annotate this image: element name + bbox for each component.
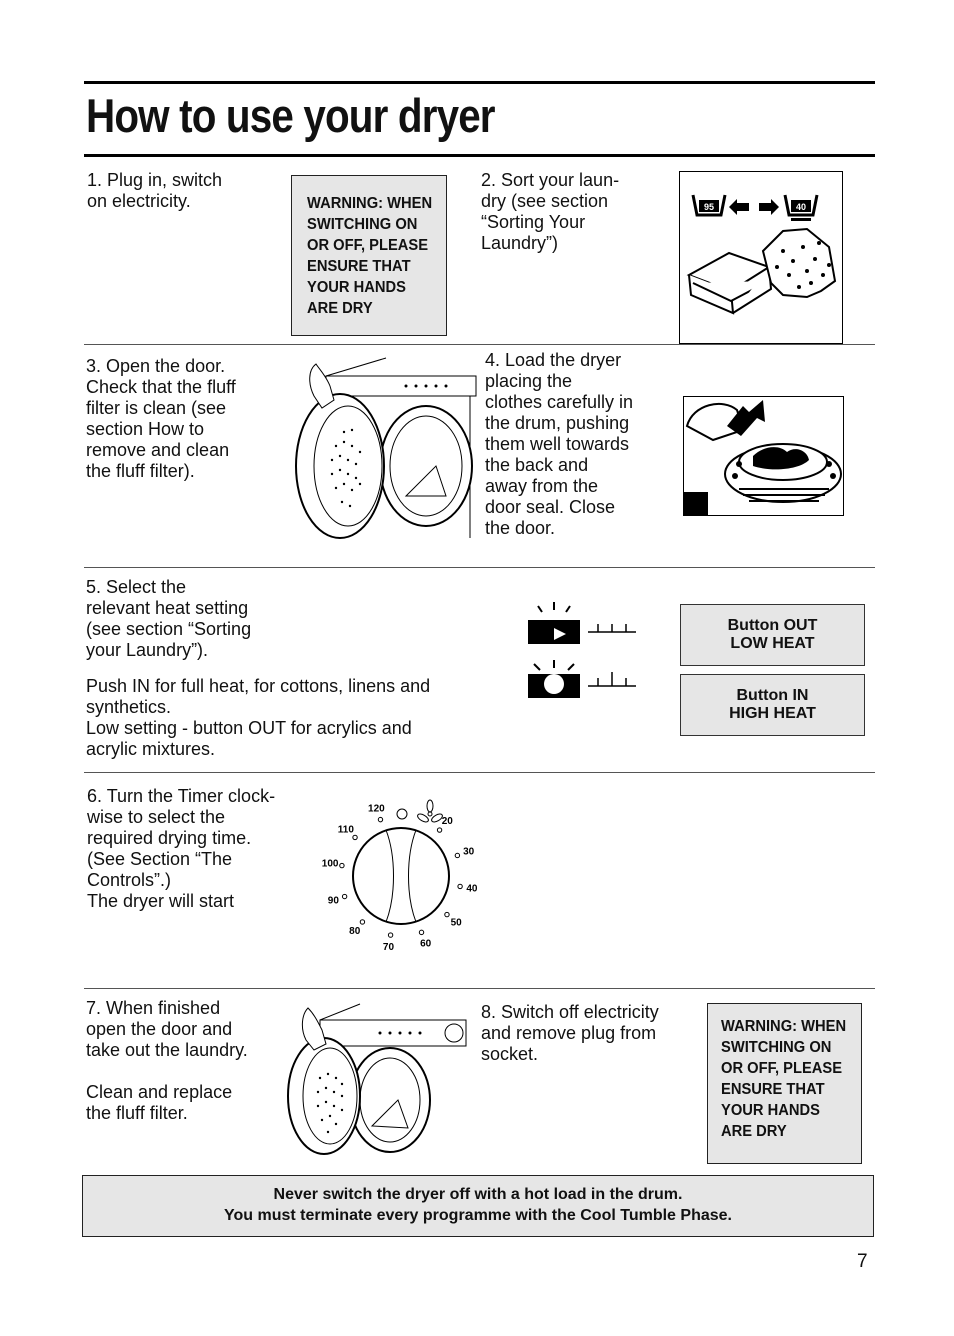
top-rule [84, 81, 875, 84]
timer-mark-label: 20 [441, 815, 453, 827]
separator-3 [84, 772, 875, 773]
separator-1 [84, 344, 875, 345]
timer-mark-dot [378, 817, 382, 821]
timer-mark-dot [353, 835, 357, 839]
step-7-text: 7. When finished open the door and take out the laundry. [86, 998, 248, 1060]
title-rule [84, 154, 875, 157]
power-indicator-icon [397, 809, 407, 819]
step-5-detail-text: Push IN for full heat, for cottons, linens and synthetics. Low setting - button OUT for acrylics and acrylic mixtures. [86, 676, 431, 759]
fan-icon [416, 800, 443, 824]
timer-mark-label: 40 [466, 883, 478, 895]
timer-mark-label: 60 [420, 938, 432, 950]
footer-line-1: Never switch the dryer off with a hot load in the drum. [273, 1186, 683, 1203]
timer-mark-label: 120 [368, 803, 385, 815]
separator-4 [84, 988, 875, 989]
low-heat-icon [528, 602, 636, 644]
timer-mark-label: 70 [382, 941, 395, 953]
step-6-text: 6. Turn the Timer clock- wise to select the required drying time. (See Section “The Controls”.) The dryer will start [87, 786, 276, 911]
timer-knob [353, 828, 449, 924]
warning-text-1: WARNING: WHEN SWITCHING ON OR OFF, PLEASE ENSURE THAT YOUR HANDS ARE DRY [307, 195, 433, 317]
timer-mark-label: 30 [463, 846, 475, 858]
sort-laundry-illustration [679, 171, 843, 344]
wash-95-label: 95 [703, 202, 715, 212]
timer-mark-label: 100 [321, 858, 339, 870]
step-4-text: 4. Load the dryer placing the clothes carefully in the drum, pushing them well towards the back and away from the door seal. Close the door. [485, 350, 634, 538]
step-2-text: 2. Sort your laun- dry (see section “Sorting Your Laundry”) [481, 170, 620, 253]
warning-text-2: WARNING: WHEN SWITCHING ON OR OFF, PLEASE ENSURE THAT YOUR HANDS ARE DRY [721, 1018, 847, 1140]
step-7-detail-text: Clean and replace the fluff filter. [86, 1082, 233, 1123]
timer-mark-dot [360, 920, 364, 924]
step-3-text: 3. Open the door. Check that the fluff filter is clean (see section How to remove and clean the fluff filter). [86, 356, 236, 481]
step-8-text: 8. Switch off electricity and remove plug from socket. [481, 1002, 659, 1064]
timer-mark-label: 50 [450, 917, 462, 929]
load-dryer-illustration [683, 396, 844, 516]
page-title: How to use your dryer [86, 89, 495, 142]
footer-line-2: You must terminate every programme with the Cool Tumble Phase. [224, 1207, 732, 1224]
unload-dryer-illustration [280, 1000, 470, 1155]
warning-box-2 [707, 1003, 862, 1164]
high-heat-icon [528, 660, 636, 698]
timer-mark-dot [340, 863, 344, 867]
timer-mark-label: 80 [349, 926, 361, 938]
timer-mark-dot [342, 894, 346, 898]
timer-mark-label: 110 [337, 824, 354, 836]
timer-mark-dot [458, 884, 462, 888]
page-number: 7 [857, 1251, 868, 1272]
heat-setting-illustration [526, 598, 642, 706]
timer-mark-dot [445, 912, 449, 916]
timer-mark-dot [419, 930, 423, 934]
button-in-high-heat-label: Button IN HIGH HEAT [680, 674, 865, 736]
timer-mark-dot [437, 828, 441, 832]
footer-notice [82, 1175, 874, 1237]
timer-dial-illustration [321, 796, 478, 953]
open-door-illustration [286, 356, 478, 542]
timer-mark-label: 90 [327, 895, 339, 907]
separator-2 [84, 567, 875, 568]
step-5-text: 5. Select the relevant heat setting (see section “Sorting your Laundry”). [86, 577, 252, 660]
button-out-low-heat-label: Button OUT LOW HEAT [680, 604, 865, 666]
hand-icon [310, 364, 334, 408]
timer-mark-dot [388, 933, 392, 937]
wash-40-label: 40 [795, 202, 807, 212]
timer-mark-dot [455, 853, 459, 857]
warning-box-1 [291, 175, 447, 336]
step-1-text: 1. Plug in, switch on electricity. [87, 170, 223, 211]
